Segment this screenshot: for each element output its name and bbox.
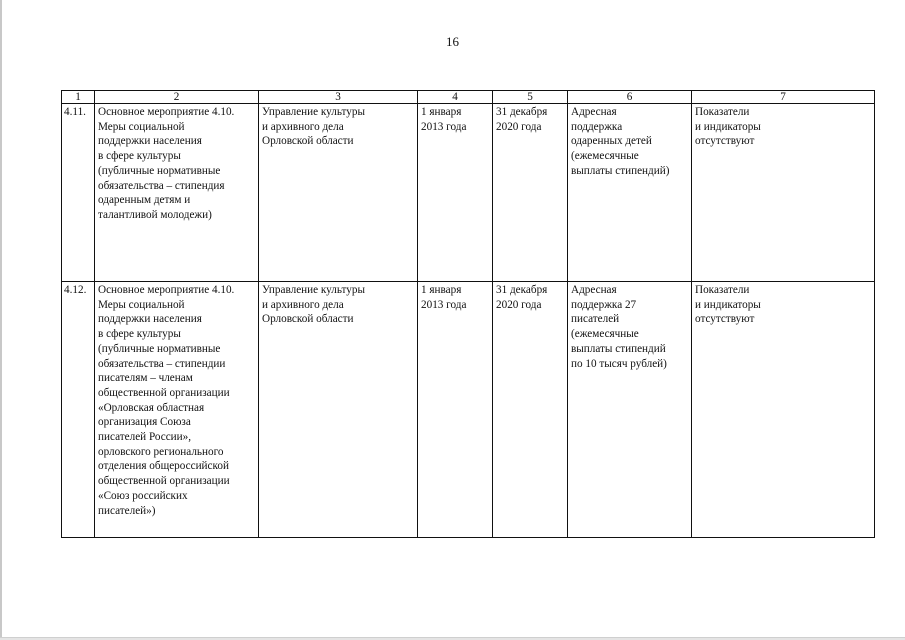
column-header-6: 6 (568, 91, 692, 104)
scan-left-edge (0, 0, 2, 640)
header-row (62, 91, 875, 104)
column-header-2: 2 (95, 91, 259, 104)
table-header (62, 91, 875, 104)
row-number: 4.11. (62, 104, 95, 282)
column-header-3: 3 (259, 91, 418, 104)
table-body (62, 104, 875, 538)
row-number: 4.12. (62, 282, 95, 538)
program-events-table (61, 90, 875, 538)
expected-result: Адресная поддержка одаренных детей (ежемесячные выплаты стипендий) (568, 104, 692, 282)
event-name: Основное мероприятие 4.10. Меры социальной поддержки населения в сфере культуры (публичные нормативные обязательства – стипендии писателям – членам общественной организации «Орловская областная организация Союза писателей России», орловского регионального отделения общероссийской общественной организации «Союз российских писателей») (95, 282, 259, 538)
start-date: 1 января 2013 года (418, 282, 493, 538)
executor: Управление культуры и архивного дела Орловской области (259, 282, 418, 538)
end-date: 31 декабря 2020 года (493, 104, 568, 282)
start-date: 1 января 2013 года (418, 104, 493, 282)
end-date: 31 декабря 2020 года (493, 282, 568, 538)
event-name: Основное мероприятие 4.10. Меры социальной поддержки населения в сфере культуры (публичные нормативные обязательства – стипендия одаренным детям и талантливой молодежи) (95, 104, 259, 282)
expected-result: Адресная поддержка 27 писателей (ежемесячные выплаты стипендий по 10 тысяч рублей) (568, 282, 692, 538)
executor: Управление культуры и архивного дела Орловской области (259, 104, 418, 282)
column-header-5: 5 (493, 91, 568, 104)
table-row (62, 104, 875, 282)
indicators: Показатели и индикаторы отсутствуют (692, 282, 875, 538)
column-header-7: 7 (692, 91, 875, 104)
table-row (62, 282, 875, 538)
column-header-4: 4 (418, 91, 493, 104)
column-header-1: 1 (62, 91, 95, 104)
page-number: 16 (446, 34, 459, 49)
indicators: Показатели и индикаторы отсутствуют (692, 104, 875, 282)
